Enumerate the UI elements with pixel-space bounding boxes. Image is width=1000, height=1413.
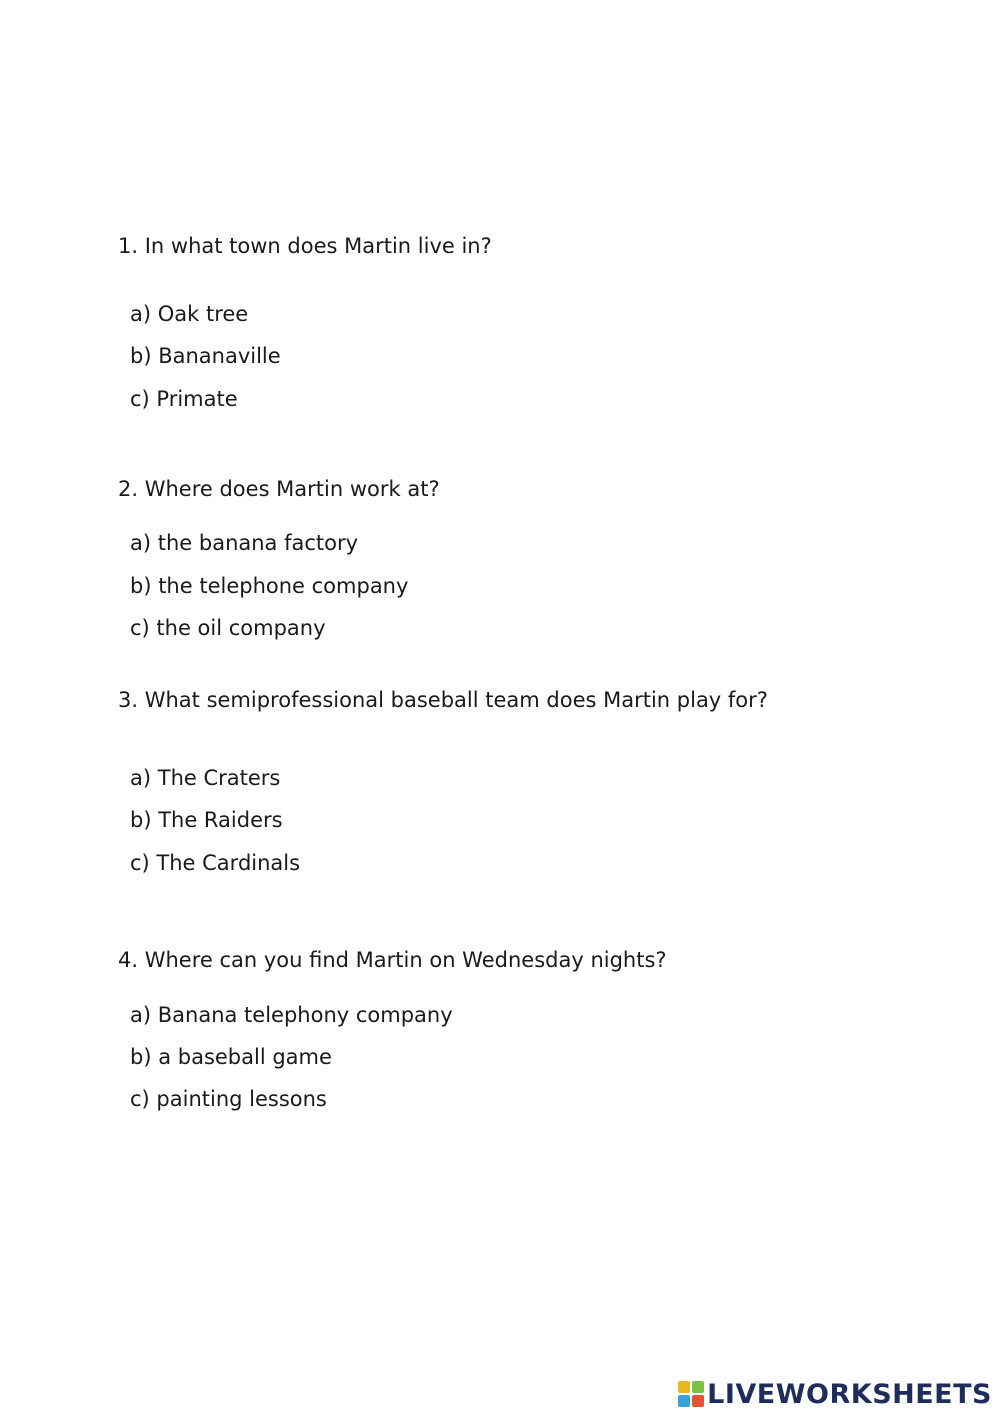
- logo-square-2: [692, 1381, 704, 1393]
- question-1-option-b[interactable]: b) Bananaville: [130, 344, 281, 368]
- question-1-option-a[interactable]: a) Oak tree: [130, 302, 249, 326]
- question-4-option-b[interactable]: b) a baseball game: [130, 1045, 332, 1069]
- question-3-option-b[interactable]: b) The Raiders: [130, 808, 283, 832]
- question-2-option-a[interactable]: a) the banana factory: [130, 531, 359, 555]
- question-3: 3. What semiprofessional baseball team does Martin play for?: [118, 688, 768, 712]
- question-1-option-c[interactable]: c) Primate: [130, 387, 238, 411]
- question-4: 4. Where can you find Martin on Wednesday nights?: [118, 948, 667, 972]
- logo-square-4: [692, 1395, 704, 1407]
- question-4-option-a[interactable]: a) Banana telephony company: [130, 1003, 453, 1027]
- logo-square-1: [678, 1381, 690, 1393]
- question-4-option-c[interactable]: c) painting lessons: [130, 1087, 327, 1111]
- liveworksheets-logo[interactable]: [678, 1377, 992, 1411]
- logo-text: LIVEWORKSHEETS: [707, 1378, 992, 1410]
- question-1: 1. In what town does Martin live in?: [118, 234, 492, 258]
- liveworksheets-logo-icon: [678, 1381, 704, 1407]
- question-2-option-b[interactable]: b) the telephone company: [130, 574, 409, 598]
- question-3-option-c[interactable]: c) The Cardinals: [130, 851, 301, 875]
- question-2: 2. Where does Martin work at?: [118, 477, 440, 501]
- question-2-option-c[interactable]: c) the oil company: [130, 616, 326, 640]
- question-3-option-a[interactable]: a) The Craters: [130, 766, 281, 790]
- logo-square-3: [678, 1395, 690, 1407]
